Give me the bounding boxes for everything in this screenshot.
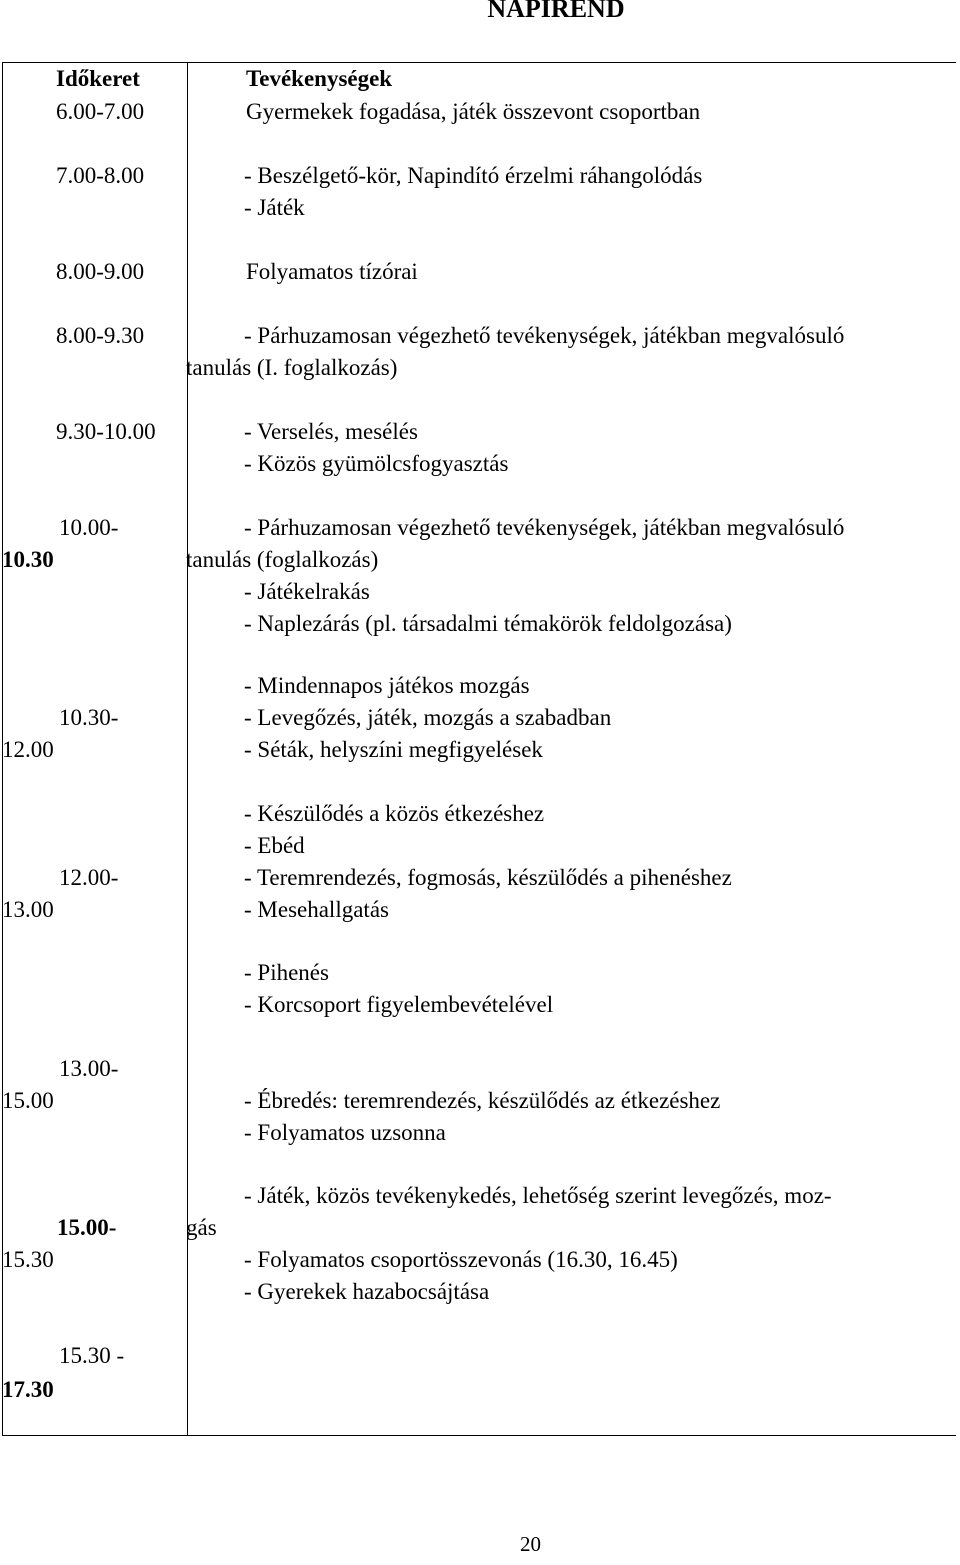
activity-line: tanulás (foglalkozás) [186,547,379,572]
time-cell-end: 15.30 [2,1247,54,1272]
activity-line: Folyamatos tízórai [246,259,418,284]
time-cell: 8.00-9.00 [56,259,145,284]
activity-line: - Mesehallgatás [244,897,389,922]
activity-line: - Mindennapos játékos mozgás [244,673,530,698]
activity-line: - Játékelrakás [244,579,370,604]
page-number: 20 [520,1532,541,1556]
time-cell-end: 10.30 [2,547,54,572]
activity-line: - Készülődés a közös étkezéshez [244,801,545,826]
header-activity: Tevékenységek [246,66,393,91]
activity-line: Gyermekek fogadása, játék összevont csoportban [246,99,701,124]
activity-line: tanulás (I. foglalkozás) [186,355,398,380]
activity-line: - Levegőzés, játék, mozgás a szabadban [244,705,612,730]
activity-line: - Párhuzamosan végezhető tevékenységek, játékban megvalósuló [244,515,845,540]
activity-line: - Játék, közös tevékenykedés, lehetőség szerint levegőzés, moz- [244,1183,832,1208]
time-cell: 7.00-8.00 [56,163,145,188]
activity-line: - Folyamatos uzsonna [244,1120,446,1145]
time-cell: 6.00-7.00 [56,99,145,124]
activity-line: - Séták, helyszíni megfigyelések [244,737,543,762]
time-cell-start: 10.00- [59,515,119,540]
time-cell-start: 10.30- [59,705,119,730]
activity-line: gás [186,1215,217,1240]
time-cell-end: 17.30 [2,1377,54,1402]
activity-line: - Verselés, mesélés [244,419,418,444]
activity-line: - Gyerekek hazabocsájtása [244,1279,490,1304]
activity-line: - Teremrendezés, fogmosás, készülődés a pihenéshez [244,865,732,890]
time-cell-start: 13.00- [59,1056,119,1081]
activity-line: - Naplezárás (pl. társadalmi témakörök feldolgozása) [244,611,732,636]
time-cell: 8.00-9.30 [56,323,145,348]
time-cell-end: 13.00 [2,897,54,922]
time-cell-end: 15.00 [2,1088,54,1113]
header-time: Időkeret [56,66,140,91]
activity-line: - Folyamatos csoportösszevonás (16.30, 16.45) [244,1247,678,1272]
activity-line: - Pihenés [244,960,329,985]
time-cell-start: 12.00- [59,865,119,890]
activity-line: - Játék [244,195,305,220]
time-cell: 9.30-10.00 [56,419,156,444]
activity-line: - Párhuzamosan végezhető tevékenységek, játékban megvalósuló [244,323,845,348]
time-cell-end: 12.00 [2,737,54,762]
page-title: NAPIREND [487,0,625,23]
time-cell-start: 15.00- [57,1215,117,1240]
activity-line: - Ebéd [244,833,305,858]
activity-line: - Korcsoport figyelembevételével [244,992,554,1017]
activity-line: - Közös gyümölcsfogyasztás [244,451,509,476]
time-cell-start: 15.30 - [59,1343,125,1368]
activity-line: - Beszélgető-kör, Napindító érzelmi ráhangolódás [244,163,703,188]
activity-line: - Ébredés: teremrendezés, készülődés az étkezéshez [244,1088,721,1113]
